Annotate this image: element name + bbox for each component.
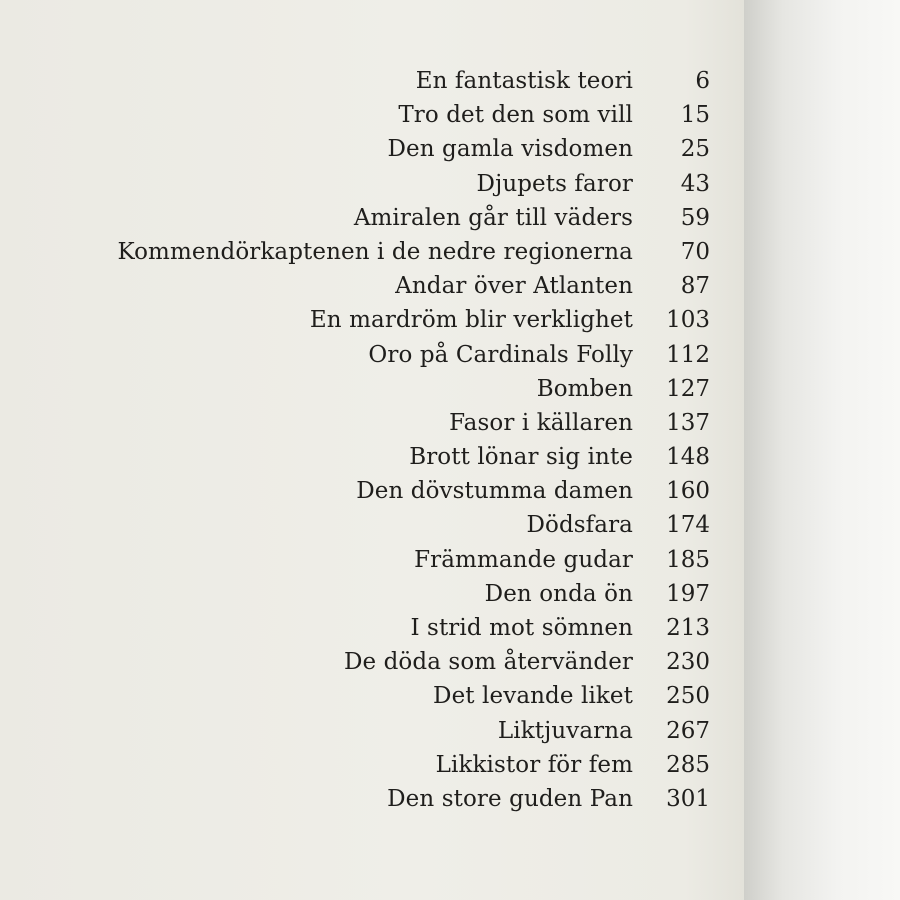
toc-entry [40,64,710,98]
chapter-title: Oro på Cardinals Folly [368,341,633,368]
chapter-title: En fantastisk teori [415,68,633,94]
toc-entry [40,611,710,645]
chapter-page-number: 285 [666,751,710,778]
chapter-page-number: 137 [666,409,710,436]
chapter-page-number: 70 [680,238,710,265]
toc-entry [40,132,710,166]
toc-entry [40,577,710,611]
toc-entry [40,98,710,132]
page-edge-shadow [744,0,900,900]
chapter-title: En mardröm blir verklighet [309,307,633,334]
chapter-page-number: 25 [680,136,710,163]
toc-entry [40,440,710,474]
chapter-page-number: 148 [666,444,710,471]
chapter-page-number: 43 [680,170,710,197]
chapter-title: Andar över Atlanten [395,273,633,300]
toc-entry [40,235,710,269]
chapter-page-number: 230 [666,649,710,676]
toc-entry [40,543,710,577]
toc-entry [40,303,710,337]
toc-entry [40,406,710,440]
toc-entry [40,645,710,679]
chapter-title: Brott lönar sig inte [409,444,633,471]
chapter-title: Den onda ön [484,580,633,607]
chapter-title: Främmande gudar [414,546,633,573]
chapter-page-number: 185 [666,546,710,573]
chapter-title: Amiralen går till väders [353,204,633,231]
chapter-page-number: 160 [666,478,710,505]
chapter-title: Djupets faror [476,170,633,197]
chapter-page-number: 103 [666,307,710,334]
toc-entry [40,748,710,782]
chapter-title: Den dövstumma damen [356,478,633,505]
toc-entry [40,679,710,713]
toc-entry [40,372,710,406]
toc-entry [40,338,710,372]
chapter-title: Likkistor för fem [435,751,633,778]
chapter-title: Det levande liket [433,683,633,710]
toc-entry [40,474,710,508]
chapter-title: Kommendörkaptenen i de nedre regionerna [117,238,633,265]
chapter-title: Tro det den som vill [398,102,633,129]
chapter-page-number: 127 [666,375,710,402]
chapter-page-number: 112 [666,341,710,368]
toc-entry [40,782,710,816]
chapter-page-number: 59 [680,204,710,231]
toc-entry [40,167,710,201]
chapter-title: I strid mot sömnen [410,615,633,641]
chapter-title: Den store guden Pan [387,785,633,812]
toc-entry [40,508,710,542]
chapter-page-number: 197 [666,580,710,607]
chapter-page-number: 267 [666,717,710,744]
chapter-page-number: 250 [666,683,710,710]
chapter-title: Den gamla visdomen [387,136,633,163]
chapter-title: De döda som återvänder [343,649,633,676]
chapter-page-number: 15 [680,102,710,129]
chapter-page-number: 174 [666,512,710,539]
table-of-contents [40,64,710,816]
chapter-title: Fasor i källaren [449,409,633,436]
chapter-title: Liktjuvarna [497,717,633,744]
toc-entry [40,714,710,748]
chapter-page-number: 87 [680,273,710,300]
chapter-page-number: 6 [695,68,710,94]
chapter-page-number: 301 [666,785,710,812]
chapter-page-number: 213 [666,615,710,641]
chapter-title: Dödsfara [526,512,633,539]
toc-entry [40,269,710,303]
chapter-title: Bomben [536,375,633,402]
toc-entry [40,201,710,235]
